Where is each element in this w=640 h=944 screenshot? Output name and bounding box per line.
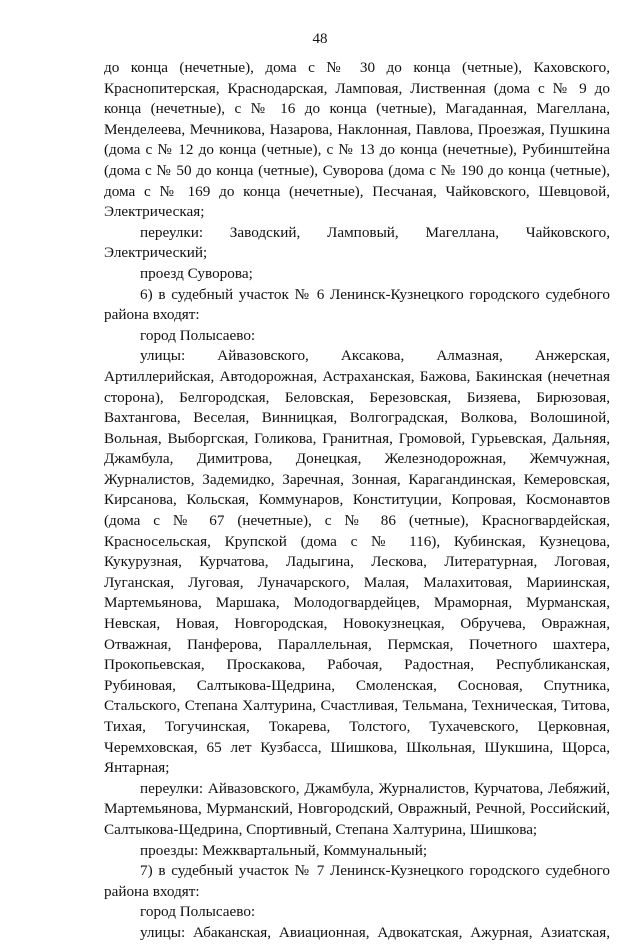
paragraph-lanes-2: переулки: Айвазовского, Джамбула, Журналистов, Курчатова, Лебяжий, Мартемьянова, Мурманский, Новгородский, Овражный, Речной, Российский, Салтыкова-Щедрина, Спортивный, Степана Халтурина, Шишкова; — [104, 779, 610, 838]
paragraph-streets: улицы: Айвазовского, Аксакова, Алмазная, Анжерская, Артиллерийская, Автодорожная, Астраханская, Бажова, Бакинская (нечетная сторона), Белгородская, Беловская, Березовская, Бизяева, Бирюзовая, Вахтангова, Веселая, Винницкая, Волгоградская, Волкова, Волошиной, Вольная, Выборгская, Голикова, Гранитная, Громовой, Гурьевская, Дальняя, Джамбула, Димитрова, Донецкая, Железнодорожная, Жемчужная, Журналистов, Задемидко, Заречная, Зонная, Карагандинская, Кемеровская, Кирсанова, Кольская, Коммунаров, Конституции, Копровая, Космонавтов (дома с № 67 (нечетные), с № 86 (четные), Красногвардейская, Красносельская, Крупской (дома с № 116), Кубинская, Кузнецова, Кукурузная, Курчатова, Ладыгина, Лескова, Литературная, Логовая, Луганская, Луговая, Луначарского, Малая, Малахитовая, Мариинская, Мартемьянова, Маршака, Молодогвардейцев, Мраморная, Мурманская, Невская, Новая, Новгородская, Новокузнецкая, Обручева, Овражная, Отважная, Панферова, Параллельная, Пермская, Почетного шахтера, Прокопьевская, Проскакова, Рабочая, Радостная, Республиканская, Рубиновая, Салтыкова-Щедрина, Смоленская, Сосновая, Спутника, Стальского, Степана Халтурина, Счастливая, Тельмана, Техническая, Титова, Тихая, Тогучинская, Токарева, Толстого, Тухачевского, Церковная, Черемховская, 65 лет Кузбасса, Шишкова, Школьная, Шукшина, Щорса, Янтарная; — [104, 347, 610, 777]
paragraph-passage: проезд Суворова; — [140, 264, 253, 282]
paragraph-section-6: 6) в судебный участок № 6 Ленинск-Кузнецкого городского судебного района входят: — [104, 285, 610, 324]
document-body — [104, 58, 610, 944]
paragraph-city: город Полысаево: — [140, 326, 256, 344]
paragraph-streets-2: улицы: Абаканская, Авиационная, Адвокатская, Ажурная, Азиатская, — [140, 923, 610, 941]
paragraph-lanes: переулки: Заводский, Ламповый, Магеллана, Чайковского, Электрический; — [104, 223, 610, 262]
paragraph-continuation: до конца (нечетные), дома с № 30 до конца (четные), Каховского, Краснопитерская, Краснодарская, Ламповая, Лиственная (дома с № 9 до конца (нечетные), с № 16 до конца (четные), Магаданная, Магеллана, Менделеева, Мечникова, Назарова, Наклонная, Павлова, Проезжая, Пушкина (дома с № 12 до конца (четные), с № 13 до конца (нечетные), Рубинштейна (дома с № 50 до конца (четные), Суворова (дома с № 190 до конца (четные), дома с № 169 до конца (нечетные), Песчаная, Чайковского, Шевцовой, Электрическая; — [104, 59, 610, 221]
page-number: 48 — [312, 31, 328, 47]
paragraph-section-7: 7) в судебный участок № 7 Ленинск-Кузнецкого городского судебного района входят: — [104, 862, 610, 900]
paragraph-passages: проезды: Межквартальный, Коммунальный; — [140, 841, 428, 859]
paragraph-city-2: город Полысаево: — [140, 903, 256, 921]
